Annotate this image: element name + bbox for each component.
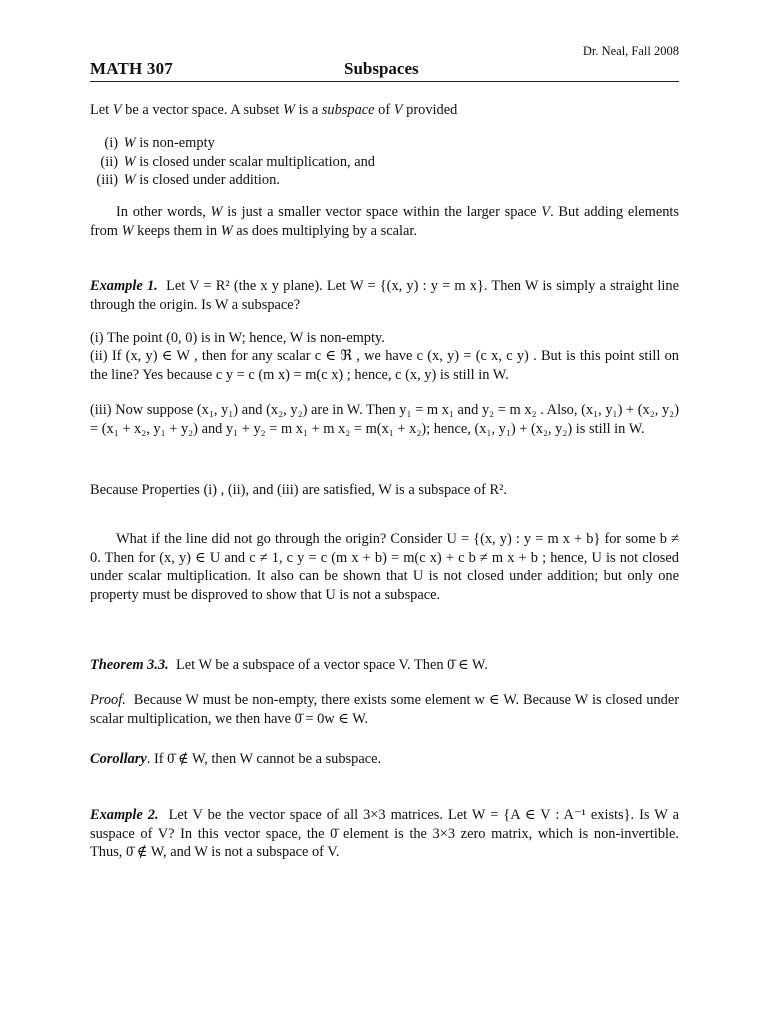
example-1-property-iii: (iii) Now suppose (x₁, y₁) and (x₂, y₂) are in W. Then y₁ = m x₁ and y₂ = m x₂ . Also, (x₁, y₁) + (x₂, y₂) = (x₁ + x₂, y₁ + y₂) and y₁ + y₂ = m x₁ + m x₂ = m(x₁ + x₂); hence, (x₁, y₁) + (x₂, y₂) is still in W.	[90, 402, 679, 437]
example-2: Example 2. Let V be the vector space of all 3×3 matrices. Let W = {A ∈ V : A⁻¹ exists}. Is W a suspace of V? In this vector space, the 0̄ element is the 3×3 zero matrix, which is non-invertible. Thus, 0̄ ∉ W, and W is not a subspace of V.	[90, 807, 679, 860]
proof-paragraph: Proof. Because W must be non-empty, there exists some element w ∈ W. Because W is closed under scalar multiplication, we then have 0̄ = 0w ∈ W.	[90, 692, 680, 727]
corollary-label: Corollary	[90, 751, 147, 767]
condition-item: (i) W is non-empty	[104, 135, 215, 151]
author-line: Dr. Neal, Fall 2008	[582, 44, 679, 58]
proof-label: Proof.	[90, 692, 126, 708]
condition-item: (iii) W is closed under addition.	[96, 172, 280, 188]
corollary: Corollary. If 0̄ ∉ W, then W cannot be a subspace.	[90, 751, 382, 767]
theorem-3-3: Theorem 3.3. Let W be a subspace of a vector space V. Then 0̄ ∈ W.	[90, 657, 488, 673]
header-rule	[90, 81, 679, 82]
theorem-label: Theorem 3.3.	[90, 657, 169, 673]
conditions-list	[82, 134, 671, 190]
example-1-conclusion: Because Properties (i) , (ii), and (iii) are satisfied, W is a subspace of R².	[90, 482, 507, 498]
course-title: MATH 307	[90, 59, 173, 78]
example-1-property-i: (i) The point (0, 0) is in W; hence, W is non-empty.	[90, 330, 385, 346]
page-title: Subspaces	[344, 59, 419, 78]
example-2-label: Example 2.	[90, 807, 159, 823]
example-1-property-ii: (ii) If (x, y) ∈ W , then for any scalar c ∈ ℜ , we have c (x, y) = (c x, c y) . But is this point still on the line? Yes because c y = c (m x) = m(c x) ; hence, c (x, y) is still in W.	[90, 348, 679, 383]
example-1: Example 1. Let V = R² (the x y plane). Let W = {(x, y) : y = m x}. Then W is simply a straight line through the origin. Is W a subspace?	[90, 278, 679, 313]
definition-paragraph: Let V be a vector space. A subset W is a subspace of V provided	[90, 102, 458, 118]
non-origin-paragraph: What if the line did not go through the origin? Consider U = {(x, y) : y = m x + b} for some b ≠ 0. Then for (x, y) ∈ U and c ≠ 1, c y = c (m x + b) = m(c x) + c b ≠ m x + b ; hence, U is not closed under scalar multiplication. It also can be shown that U is not closed under addition; but only one property must be disproved to show that U is not a subspace.	[90, 531, 679, 603]
example-1-label: Example 1.	[90, 278, 158, 294]
condition-item: (ii) W is closed under scalar multiplication, and	[100, 153, 375, 170]
other-words-paragraph: In other words, W is just a smaller vector space within the larger space V. But adding elements from W keeps them in W as does multiplying by a scalar.	[90, 204, 680, 239]
